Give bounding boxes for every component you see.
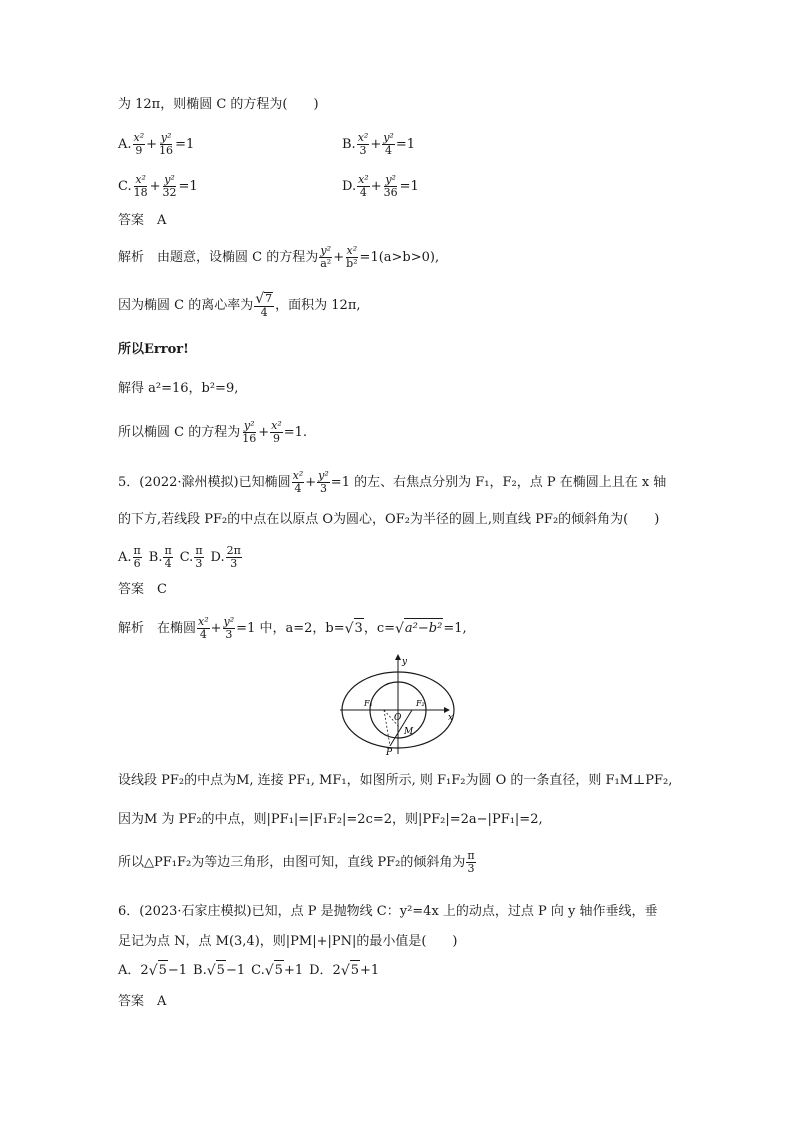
radical-sign: √ (395, 621, 404, 637)
fraction (158, 132, 174, 157)
denominator: 16 (242, 432, 257, 445)
q5-solution-line-2 (118, 771, 672, 791)
ellipse-diagram (336, 652, 460, 756)
plus-sign: + (370, 136, 382, 152)
option-label: A．2 (118, 962, 149, 978)
q6-line-2 (118, 932, 458, 952)
label-y: y (402, 657, 408, 667)
q5-answer (118, 580, 167, 600)
fraction (345, 245, 358, 270)
sqrt (207, 960, 226, 981)
solution-text: 所以椭圆 C 的方程为 (118, 424, 241, 440)
fraction (466, 850, 475, 875)
sqrt (255, 292, 273, 305)
denominator: 16 (159, 144, 174, 157)
q6-options (118, 960, 385, 981)
option-label: C. (251, 962, 265, 978)
fraction (254, 292, 274, 319)
numerator: x² (271, 419, 282, 432)
question-text: 5．(2022·滁州模拟)已知椭圆 (118, 474, 291, 490)
radical-sign: √ (344, 621, 354, 637)
numerator: y² (223, 615, 235, 628)
option-label: C. (118, 178, 132, 194)
radical-sign: √ (264, 963, 274, 979)
question-text: 的下方,若线段 PF₂的中点在以原点 O为圆心，OF₂为半径的圆上,则直线 PF₂的倾斜角为( ) (118, 512, 660, 527)
solution-text: 解析 由题意，设椭圆 C 的方程为 (118, 249, 319, 265)
fraction (226, 545, 242, 570)
denominator: 4 (199, 628, 207, 641)
q6-option-c (251, 960, 303, 981)
solution-text: =1(a>b>0), (359, 249, 440, 265)
denominator: 9 (135, 144, 143, 157)
q4-option-c (118, 174, 198, 199)
q5-option-a (118, 545, 143, 570)
q5-option-b (149, 545, 174, 570)
segment-pf1 (384, 710, 390, 746)
q4-solution-line-5 (118, 420, 307, 445)
numerator: y² (385, 173, 396, 186)
option-label: D. (210, 549, 225, 565)
fraction (162, 174, 178, 199)
question-text: 6．(2023·石家庄模拟)已知，点 P 是抛物线 C：y²=4x 上的动点，过点 P 向 y 轴作垂线，垂 (118, 904, 658, 919)
answer-text: 答案 C (118, 582, 167, 597)
option-label: B. (342, 136, 356, 152)
y-axis-arrow (395, 654, 401, 660)
denominator: 3 (319, 482, 327, 495)
sqrt (265, 960, 284, 981)
q6-option-d (309, 960, 379, 981)
q4-solution-line-1 (118, 245, 439, 270)
denominator: 36 (383, 186, 398, 199)
fraction (357, 174, 370, 199)
q5-options (118, 545, 249, 570)
q5-solution-line-3 (118, 810, 543, 830)
denominator: 4 (260, 306, 268, 319)
option-label: B. (148, 549, 163, 565)
fraction (163, 545, 172, 570)
plus-sign: + (210, 620, 222, 636)
fraction (317, 470, 330, 495)
plus-sign: + (258, 424, 270, 440)
plus-sign: + (370, 178, 382, 194)
q6-answer (118, 992, 166, 1012)
numerator: y² (243, 419, 255, 432)
equals-one: =1 (395, 136, 416, 152)
q5-solution-line-4 (118, 850, 477, 875)
radical-sign: √ (255, 291, 265, 307)
ellipse-figure (336, 652, 460, 760)
question-text: =1 的左、右焦点分别为 F₁，F₂，点 P 在椭圆上且在 x 轴 (330, 474, 667, 490)
option-label: A. (118, 549, 132, 565)
denominator: 4 (164, 557, 172, 570)
sqrt (341, 960, 360, 981)
numerator: 2π (226, 544, 241, 557)
fraction (383, 174, 399, 199)
q5-line-2 (118, 510, 659, 530)
fraction (133, 174, 149, 199)
solution-text: ，c= (363, 620, 395, 636)
fraction (241, 420, 257, 445)
numerator: π (195, 544, 203, 557)
option-label: C. (179, 549, 194, 565)
equals-one: =1 (399, 178, 419, 194)
denominator: 9 (272, 432, 280, 445)
q5-option-d (211, 545, 243, 570)
q4-intro (118, 95, 319, 115)
plus-sign: + (149, 178, 161, 194)
q4-intro-text: 为 12π，则椭圆 C 的方程为( ) (118, 97, 319, 112)
plus-sign: + (146, 136, 158, 152)
label-o: O (394, 713, 402, 723)
equals-one: =1 (175, 136, 195, 152)
fraction (133, 545, 142, 570)
option-label: D. (342, 178, 357, 194)
solution-text: =1. (283, 424, 308, 440)
solution-text: =1 中，a=2，b= (236, 620, 345, 636)
solution-text: 解析 在椭圆 (118, 620, 197, 636)
solution-text: 所以△PF₁F₂为等边三角形，由图可知，直线 PF₂的倾斜角为 (118, 854, 466, 870)
denominator: 6 (133, 557, 141, 570)
numerator: y² (164, 173, 175, 186)
option-tail: −1 (225, 962, 246, 978)
label-f2: F₂ (416, 699, 425, 708)
numerator: π (467, 849, 475, 862)
numerator: x² (358, 173, 369, 186)
q5-line-1 (118, 470, 666, 495)
equals-one: =1 (178, 178, 198, 194)
label-f1: F₁ (364, 699, 373, 708)
q4-option-d (342, 174, 419, 199)
numerator: π (164, 544, 172, 557)
fraction (133, 132, 146, 157)
q4-solution-line-4 (118, 379, 238, 399)
solution-text: 所以Error! (118, 342, 189, 357)
denominator: 3 (359, 144, 367, 157)
option-tail: +1 (360, 962, 380, 978)
answer-text: 答案 A (118, 213, 167, 228)
denominator: 4 (294, 482, 302, 495)
numerator: x² (292, 469, 304, 482)
denominator: b² (346, 257, 358, 270)
option-label: A. (118, 136, 132, 152)
fraction (270, 420, 283, 445)
radicand: 5 (350, 960, 360, 981)
radical-sign: √ (148, 963, 158, 979)
radicand: a²−b² (404, 618, 443, 639)
radicand: 5 (274, 960, 284, 981)
fraction (292, 470, 305, 495)
q4-answer (118, 211, 166, 231)
numerator (254, 292, 274, 307)
radicand: 3 (354, 618, 364, 639)
numerator: x² (135, 173, 146, 186)
fraction (382, 132, 395, 157)
radicand: 7 (265, 292, 273, 305)
q6-line-1 (118, 902, 658, 922)
plus-sign: + (333, 249, 345, 265)
denominator: 18 (133, 186, 148, 199)
radical-sign: √ (340, 963, 350, 979)
q4-solution-line-2 (118, 292, 361, 319)
option-tail: +1 (283, 962, 304, 978)
plus-sign: + (305, 474, 317, 490)
fraction (197, 616, 210, 641)
denominator: 4 (359, 186, 367, 199)
fraction (223, 616, 236, 641)
question-text: 足记为点 N，点 M(3,4)，则|PM|+|PN|的最小值是( ) (118, 934, 458, 949)
denominator: 3 (225, 628, 233, 641)
label-p: P (386, 748, 393, 756)
numerator: x² (346, 244, 358, 257)
q4-option-b (342, 132, 415, 157)
solution-text: 解得 a²=16，b²=9, (118, 381, 239, 396)
q5-solution-line-1 (118, 616, 467, 641)
denominator: a² (320, 257, 332, 270)
radical-sign: √ (206, 963, 216, 979)
radicand: 5 (158, 960, 168, 981)
solution-text: 设线段 PF₂的中点为M, 连接 PF₁, MF₁，如图所示, 则 F₁F₂为圆 O 的一条直径，则 F₁M⊥PF₂, (118, 773, 673, 788)
radicand: 5 (216, 960, 226, 981)
solution-text: 因为椭圆 C 的离心率为 (118, 297, 254, 313)
numerator: y² (160, 131, 172, 144)
denominator: 32 (162, 186, 177, 199)
option-tail: −1 (167, 962, 188, 978)
solution-text: ，面积为 12π, (275, 297, 361, 313)
fraction (319, 245, 332, 270)
numerator: x² (198, 615, 209, 628)
solution-text: 因为M 为 PF₂的中点，则|PF₁|=|F₁F₂|=2c=2，则|PF₂|=2a−|PF₁|=2, (118, 812, 543, 827)
sqrt (395, 618, 443, 639)
answer-text: 答案 A (118, 994, 167, 1009)
denominator: 3 (467, 862, 475, 875)
denominator: 4 (385, 144, 393, 157)
numerator: x² (357, 131, 369, 144)
numerator: π (133, 544, 141, 557)
numerator: y² (318, 469, 329, 482)
numerator: x² (133, 131, 145, 144)
numerator: y² (320, 244, 332, 257)
label-m: M (404, 727, 414, 737)
fraction (357, 132, 370, 157)
label-x: x (448, 713, 454, 723)
q5-option-c (180, 545, 205, 570)
denominator: 3 (195, 557, 203, 570)
q4-option-a (118, 132, 194, 157)
option-label: B. (193, 962, 207, 978)
sqrt (149, 960, 168, 981)
q6-option-b (193, 960, 245, 981)
option-label: D．2 (309, 962, 341, 978)
denominator: 3 (230, 557, 238, 570)
fraction (194, 545, 203, 570)
numerator: y² (383, 131, 394, 144)
solution-text: =1, (443, 620, 467, 636)
q6-option-a (118, 960, 187, 981)
sqrt (345, 618, 364, 639)
q4-solution-line-3 (118, 340, 189, 360)
